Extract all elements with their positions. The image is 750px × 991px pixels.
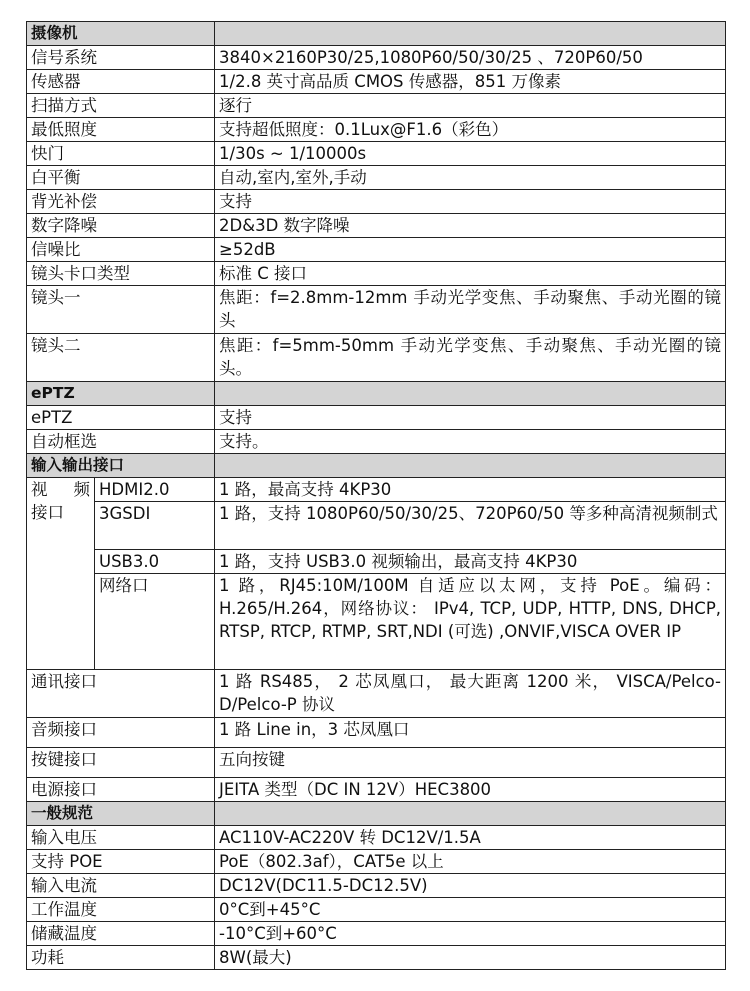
row-label: 镜头卡口类型 — [27, 262, 215, 286]
table-row — [27, 430, 726, 454]
row-sublabel: USB3.0 — [95, 550, 215, 574]
row-value: 焦距：f=5mm-50mm 手动光学变焦、手动聚焦、手动光圈的镜头。 — [215, 334, 726, 382]
row-value: JEITA 类型（DC IN 12V）HEC3800 — [215, 778, 726, 802]
row-label: 背光补偿 — [27, 190, 215, 214]
table-row — [27, 262, 726, 286]
table-row — [27, 748, 726, 778]
table-row — [27, 922, 726, 946]
section-header-row — [27, 382, 726, 406]
table-row — [27, 550, 726, 574]
table-row — [27, 946, 726, 970]
row-value: 支持超低照度：0.1Lux@F1.6（彩色） — [215, 118, 726, 142]
table-row — [27, 874, 726, 898]
table-row — [27, 502, 726, 550]
row-value: AC110V-AC220V 转 DC12V/1.5A — [215, 826, 726, 850]
table-row — [27, 118, 726, 142]
row-label: 传感器 — [27, 70, 215, 94]
row-value: 1 路，最高支持 4KP30 — [215, 478, 726, 502]
row-label: 储藏温度 — [27, 922, 215, 946]
row-label: 白平衡 — [27, 166, 215, 190]
row-value: ≥52dB — [215, 238, 726, 262]
table-row — [27, 718, 726, 748]
row-value: 焦距：f=2.8mm-12mm 手动光学变焦、手动聚焦、手动光圈的镜头 — [215, 286, 726, 334]
table-row — [27, 334, 726, 382]
row-value: 支持。 — [215, 430, 726, 454]
table-row — [27, 670, 726, 718]
row-value: PoE（802.3af），CAT5e 以上 — [215, 850, 726, 874]
row-label: 按键接口 — [27, 748, 215, 778]
row-value: 2D&3D 数字降噪 — [215, 214, 726, 238]
row-value: 支持 — [215, 406, 726, 430]
row-label: 扫描方式 — [27, 94, 215, 118]
row-value: 1 路 Line in，3 芯凤凰口 — [215, 718, 726, 748]
table-row — [27, 142, 726, 166]
table-row — [27, 190, 726, 214]
row-label: 输入电流 — [27, 874, 215, 898]
row-label: 自动框选 — [27, 430, 215, 454]
row-label: 信噪比 — [27, 238, 215, 262]
row-value: 1 路，支持 1080P60/50/30/25、720P60/50 等多种高清视频制式 — [215, 502, 726, 550]
table-row — [27, 46, 726, 70]
row-value: 0°C到+45°C — [215, 898, 726, 922]
row-value: 自动,室内,室外,手动 — [215, 166, 726, 190]
section-header-blank — [215, 22, 726, 46]
row-value: 1/2.8 英寸高品质 CMOS 传感器，851 万像素 — [215, 70, 726, 94]
row-value: 1 路，RJ45:10M/100M 自适应以太网，支持 PoE。编码：H.265/H.264，网络协议： IPv4, TCP, UDP, HTTP, DNS, DHCP, RTSP, RTCP, RTMP, SRT,NDI (可选) ,ONVIF,VISCA OVER IP — [215, 574, 726, 670]
row-label: 功耗 — [27, 946, 215, 970]
table-row — [27, 406, 726, 430]
table-row — [27, 850, 726, 874]
section-header-blank — [215, 454, 726, 478]
row-label: 镜头二 — [27, 334, 215, 382]
section-header-row — [27, 802, 726, 826]
section-title: 输入输出接口 — [27, 454, 215, 478]
row-label: 工作温度 — [27, 898, 215, 922]
section-title: ePTZ — [27, 382, 215, 406]
row-label: 支持 POE — [27, 850, 215, 874]
row-sublabel: 3GSDI — [95, 502, 215, 550]
table-row — [27, 478, 726, 502]
row-value: 3840×2160P30/25,1080P60/50/30/25 、720P60/50 — [215, 46, 726, 70]
row-value: 支持 — [215, 190, 726, 214]
row-label: ePTZ — [27, 406, 215, 430]
section-title: 摄像机 — [27, 22, 215, 46]
row-value: 1 路 RS485， 2 芯凤凰口， 最大距离 1200 米， VISCA/Pelco-D/Pelco-P 协议 — [215, 670, 726, 718]
row-label: 数字降噪 — [27, 214, 215, 238]
row-value: 1 路，支持 USB3.0 视频输出，最高支持 4KP30 — [215, 550, 726, 574]
table-row — [27, 238, 726, 262]
row-label: 输入电压 — [27, 826, 215, 850]
spec-table — [26, 21, 726, 970]
section-header-row — [27, 22, 726, 46]
row-value: -10°C到+60°C — [215, 922, 726, 946]
row-label: 通讯接口 — [27, 670, 215, 718]
row-label: 音频接口 — [27, 718, 215, 748]
row-sublabel: HDMI2.0 — [95, 478, 215, 502]
row-label: 镜头一 — [27, 286, 215, 334]
table-row — [27, 214, 726, 238]
row-value: DC12V(DC11.5-DC12.5V) — [215, 874, 726, 898]
row-value: 1/30s ~ 1/10000s — [215, 142, 726, 166]
section-title: 一般规范 — [27, 802, 215, 826]
table-row — [27, 826, 726, 850]
section-header-blank — [215, 802, 726, 826]
row-label: 快门 — [27, 142, 215, 166]
video-interface-label: 视 频 接口 — [27, 478, 95, 670]
row-value: 8W(最大) — [215, 946, 726, 970]
row-label: 信号系统 — [27, 46, 215, 70]
section-header-row — [27, 454, 726, 478]
table-row — [27, 70, 726, 94]
row-sublabel: 网络口 — [95, 574, 215, 670]
table-row — [27, 94, 726, 118]
table-row — [27, 166, 726, 190]
row-value: 五向按键 — [215, 748, 726, 778]
row-value: 标准 C 接口 — [215, 262, 726, 286]
row-label: 最低照度 — [27, 118, 215, 142]
row-value: 逐行 — [215, 94, 726, 118]
row-label: 电源接口 — [27, 778, 215, 802]
table-row — [27, 778, 726, 802]
section-header-blank — [215, 382, 726, 406]
table-row — [27, 286, 726, 334]
table-row — [27, 574, 726, 670]
table-row — [27, 898, 726, 922]
